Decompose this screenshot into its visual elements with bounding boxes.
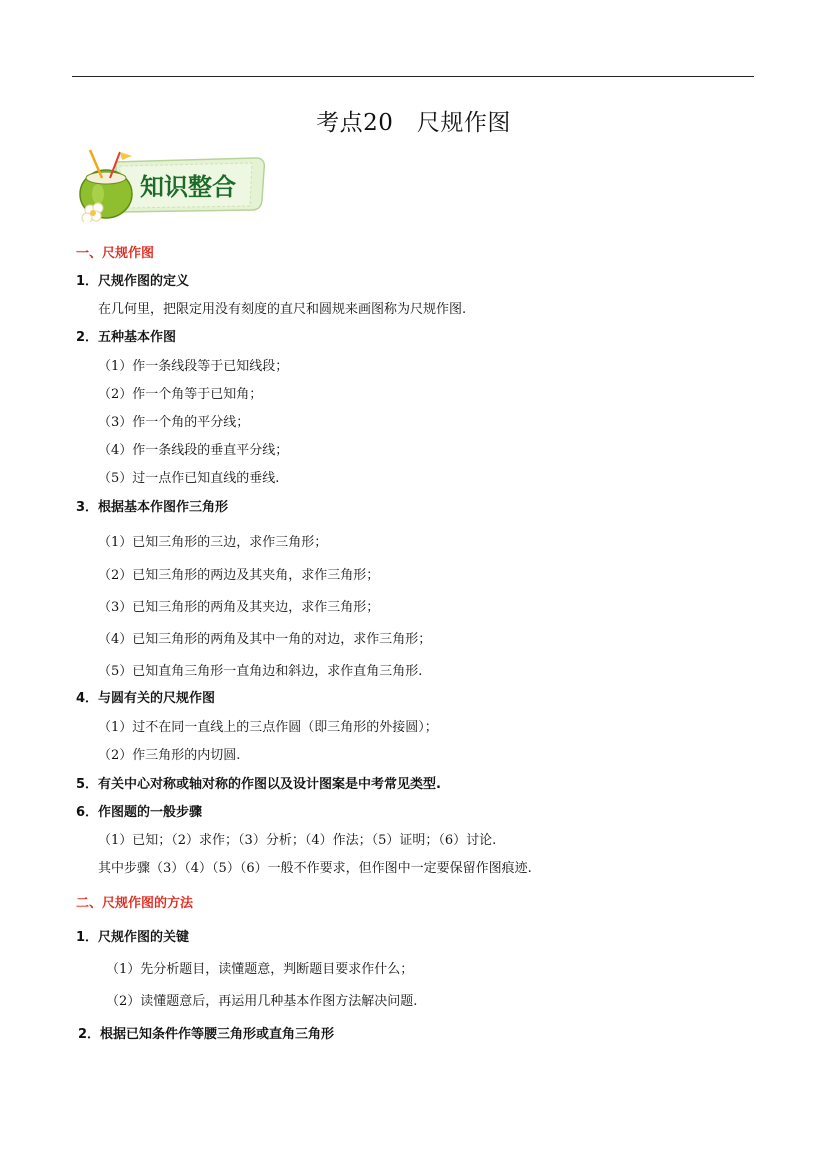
paragraph-definition: 在几何里，把限定用没有刻度的直尺和圆规来画图称为尺规作图. (98, 302, 467, 317)
list-item: （1）先分析题目，读懂题意，判断题目要求作什么； (106, 962, 414, 977)
header-rule (72, 76, 754, 77)
list-item: （3）已知三角形的两角及其夹边，求作三角形； (98, 600, 380, 615)
banner-title: 知识整合 (140, 173, 236, 201)
subheading-definition: 1．尺规作图的定义 (76, 274, 190, 289)
subheading-circles: 4．与圆有关的尺规作图 (76, 691, 216, 706)
subheading-key: 1．尺规作图的关键 (76, 930, 190, 945)
subheading-symmetry: 5．有关中心对称或轴对称的作图以及设计图案是中考常见类型. (76, 777, 441, 792)
list-item: （1）作一条线段等于已知线段； (98, 359, 289, 374)
list-item: （5）已知直角三角形一直角边和斜边，求作直角三角形. (98, 664, 423, 679)
subheading-steps: 6．作图题的一般步骤 (76, 805, 203, 820)
subheading-five-basic: 2．五种基本作图 (76, 330, 177, 345)
list-item: （4）作一条线段的垂直平分线； (98, 443, 289, 458)
section-heading-1: 一、尺规作图 (76, 246, 155, 261)
page-title: 考点20 尺规作图 (316, 110, 511, 136)
list-item: （4）已知三角形的两角及其中一角的对边，求作三角形； (98, 632, 432, 647)
list-item: （3）作一个角的平分线； (98, 415, 250, 430)
list-item: （1）已知三角形的三边，求作三角形； (98, 535, 328, 550)
list-item: （1）过不在同一直线上的三点作圆（即三角形的外接圆）； (98, 720, 438, 735)
list-item: （5）过一点作已知直线的垂线. (98, 471, 280, 486)
section-heading-2: 二、尺规作图的方法 (76, 896, 194, 911)
paragraph-steps: （1）已知；（2）求作；（3）分析；（4）作法；（5）证明；（6）讨论. (98, 833, 497, 848)
subheading-triangles: 3．根据基本作图作三角形 (76, 500, 229, 515)
list-item: （2）作三角形的内切圆. (98, 748, 241, 763)
list-item: （2）作一个角等于已知角； (98, 387, 263, 402)
list-item: （2）已知三角形的两边及其夹角，求作三角形； (98, 568, 380, 583)
banner-graphic (76, 148, 266, 222)
knowledge-banner (76, 148, 266, 222)
paragraph-steps-note: 其中步骤（3）（4）（5）（6）一般不作要求，但作图中一定要保留作图痕迹. (98, 861, 532, 876)
list-item: （2）读懂题意后，再运用几种基本作图方法解决问题. (106, 994, 418, 1009)
subheading-isosceles: 2．根据已知条件作等腰三角形或直角三角形 (78, 1027, 335, 1042)
